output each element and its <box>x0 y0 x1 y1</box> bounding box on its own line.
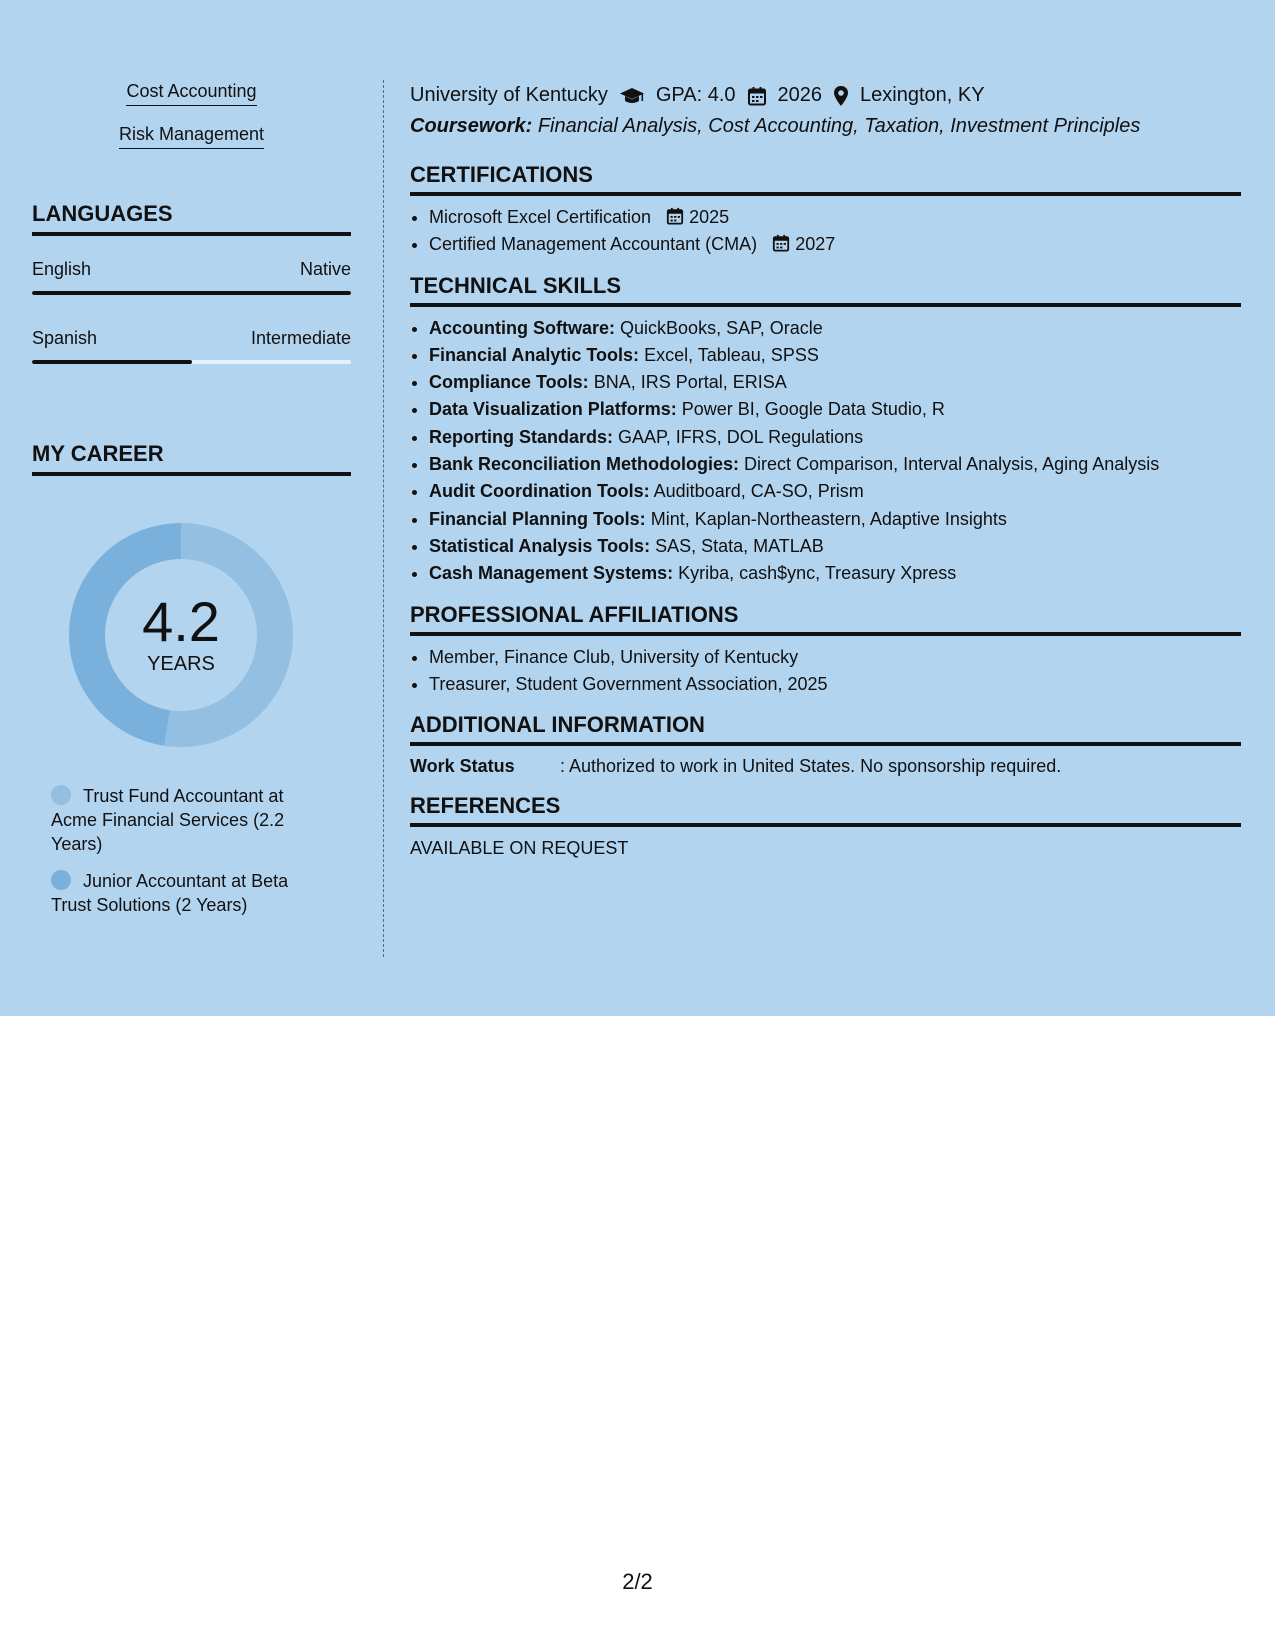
skill-category: Statistical Analysis Tools: <box>429 535 651 556</box>
skill-values: Direct Comparison, Interval Analysis, Aging Analysis <box>744 454 1160 475</box>
career-legend <box>51 784 321 917</box>
location-pin-icon <box>833 85 849 107</box>
career-total-years: 4.2 <box>142 590 220 653</box>
skill-category: Audit Coordination Tools: <box>429 481 650 502</box>
skill-values: Excel, Tableau, SPSS <box>644 344 819 365</box>
legend-label: Junior Accountant at Beta Trust Solutions (2 Years) <box>51 871 289 915</box>
skill-category: Financial Planning Tools: <box>429 508 646 529</box>
skill-item: Risk Management <box>119 123 264 149</box>
skill-values: BNA, IRS Portal, ERISA <box>593 372 787 393</box>
skill-values: SAS, Stata, MATLAB <box>655 535 824 556</box>
certification-item <box>429 231 1241 258</box>
coursework-line <box>410 111 1241 142</box>
graduation-year: 2026 <box>777 84 823 106</box>
location: Lexington, KY <box>860 84 985 106</box>
language-spanish <box>32 327 351 364</box>
work-status-label: Work Status <box>410 756 515 777</box>
affiliations-heading: PROFESSIONAL AFFILIATIONS <box>410 601 1241 636</box>
language-proficiency-fill <box>32 360 192 364</box>
career-donut-chart <box>66 520 296 750</box>
language-level: Intermediate <box>250 328 351 348</box>
affiliation-item: • Member, Finance Club, University of Kentucky <box>429 644 1241 671</box>
page-number: 2/2 <box>622 1569 653 1594</box>
certification-name: Microsoft Excel Certification <box>429 207 652 227</box>
skill-category: Compliance Tools: <box>429 372 589 393</box>
technical-skills-heading: TECHNICAL SKILLS <box>410 272 1241 307</box>
legend-dot <box>51 785 71 805</box>
skill-values: Auditboard, CA-SO, Prism <box>653 481 864 502</box>
skill-row <box>429 396 1241 423</box>
calendar-icon <box>772 234 790 252</box>
language-proficiency-bar <box>32 291 351 295</box>
legend-item <box>51 784 321 856</box>
skill-item: Cost Accounting <box>126 80 256 106</box>
career-heading: MY CAREER <box>32 440 351 476</box>
affiliations-list <box>410 644 1241 699</box>
skill-values: QuickBooks, SAP, Oracle <box>620 317 823 338</box>
skill-category: Bank Reconciliation Methodologies: <box>429 454 740 475</box>
calendar-icon <box>747 86 767 106</box>
skill-values: Kyriba, cash$ync, Treasury Xpress <box>678 563 957 584</box>
languages-heading: LANGUAGES <box>32 200 351 236</box>
skill-category: Financial Analytic Tools: <box>429 344 640 365</box>
skill-row <box>429 451 1241 478</box>
legend-item <box>51 869 321 917</box>
certifications-heading: CERTIFICATIONS <box>410 161 1241 196</box>
certification-year: 2027 <box>795 234 836 255</box>
affiliation-item: • Treasurer, Student Government Association, 2025 <box>429 671 1241 698</box>
education-line <box>410 80 1241 111</box>
coursework-text: Financial Analysis, Cost Accounting, Taxation, Investment Principles <box>537 115 1141 137</box>
skill-row <box>429 424 1241 451</box>
main-content <box>410 80 1241 860</box>
certification-item <box>429 204 1241 231</box>
certifications-list <box>410 204 1241 259</box>
certification-name: Certified Management Accountant (CMA) <box>429 234 758 255</box>
skill-category: Data Visualization Platforms: <box>429 399 677 420</box>
calendar-icon <box>666 207 684 225</box>
career-unit-label: YEARS <box>147 653 215 675</box>
skill-row <box>429 533 1241 560</box>
skill-category: Cash Management Systems: <box>429 563 674 584</box>
skill-row <box>429 315 1241 342</box>
skill-values: Mint, Kaplan-Northeastern, Adaptive Insights <box>650 508 1007 529</box>
legend-dot <box>51 870 71 890</box>
legend-label: Trust Fund Accountant at Acme Financial Services (2.2 Years) <box>51 786 285 854</box>
additional-info-heading: ADDITIONAL INFORMATION <box>410 711 1241 746</box>
language-english <box>32 258 351 295</box>
skills-list <box>32 80 351 166</box>
sidebar <box>32 80 351 930</box>
graduation-cap-icon <box>619 86 645 106</box>
work-status-value: : Authorized to work in United States. No sponsorship required. <box>560 756 1062 777</box>
language-level: Native <box>299 259 351 279</box>
skill-row <box>429 506 1241 533</box>
language-name: Spanish <box>32 328 98 348</box>
skill-values: GAAP, IFRS, DOL Regulations <box>618 426 864 447</box>
skill-row <box>429 560 1241 587</box>
coursework-label: Coursework: <box>410 115 533 137</box>
column-divider <box>383 80 384 957</box>
work-status-row <box>410 754 1241 778</box>
technical-skills-list <box>410 315 1241 588</box>
certification-year: 2025 <box>689 207 730 227</box>
skill-row <box>429 369 1241 396</box>
skill-category: Reporting Standards: <box>429 426 614 447</box>
language-proficiency-bar <box>32 360 351 364</box>
skill-category: Accounting Software: <box>429 317 616 338</box>
references-text: AVAILABLE ON REQUEST <box>410 838 629 859</box>
language-name: English <box>32 259 92 279</box>
school-name: University of Kentucky <box>410 84 608 106</box>
skill-values: Power BI, Google Data Studio, R <box>681 399 945 420</box>
skill-row <box>429 342 1241 369</box>
references-heading: REFERENCES <box>410 792 1241 827</box>
language-proficiency-fill <box>32 291 351 295</box>
gpa: GPA: 4.0 <box>655 84 736 106</box>
skill-row <box>429 478 1241 505</box>
